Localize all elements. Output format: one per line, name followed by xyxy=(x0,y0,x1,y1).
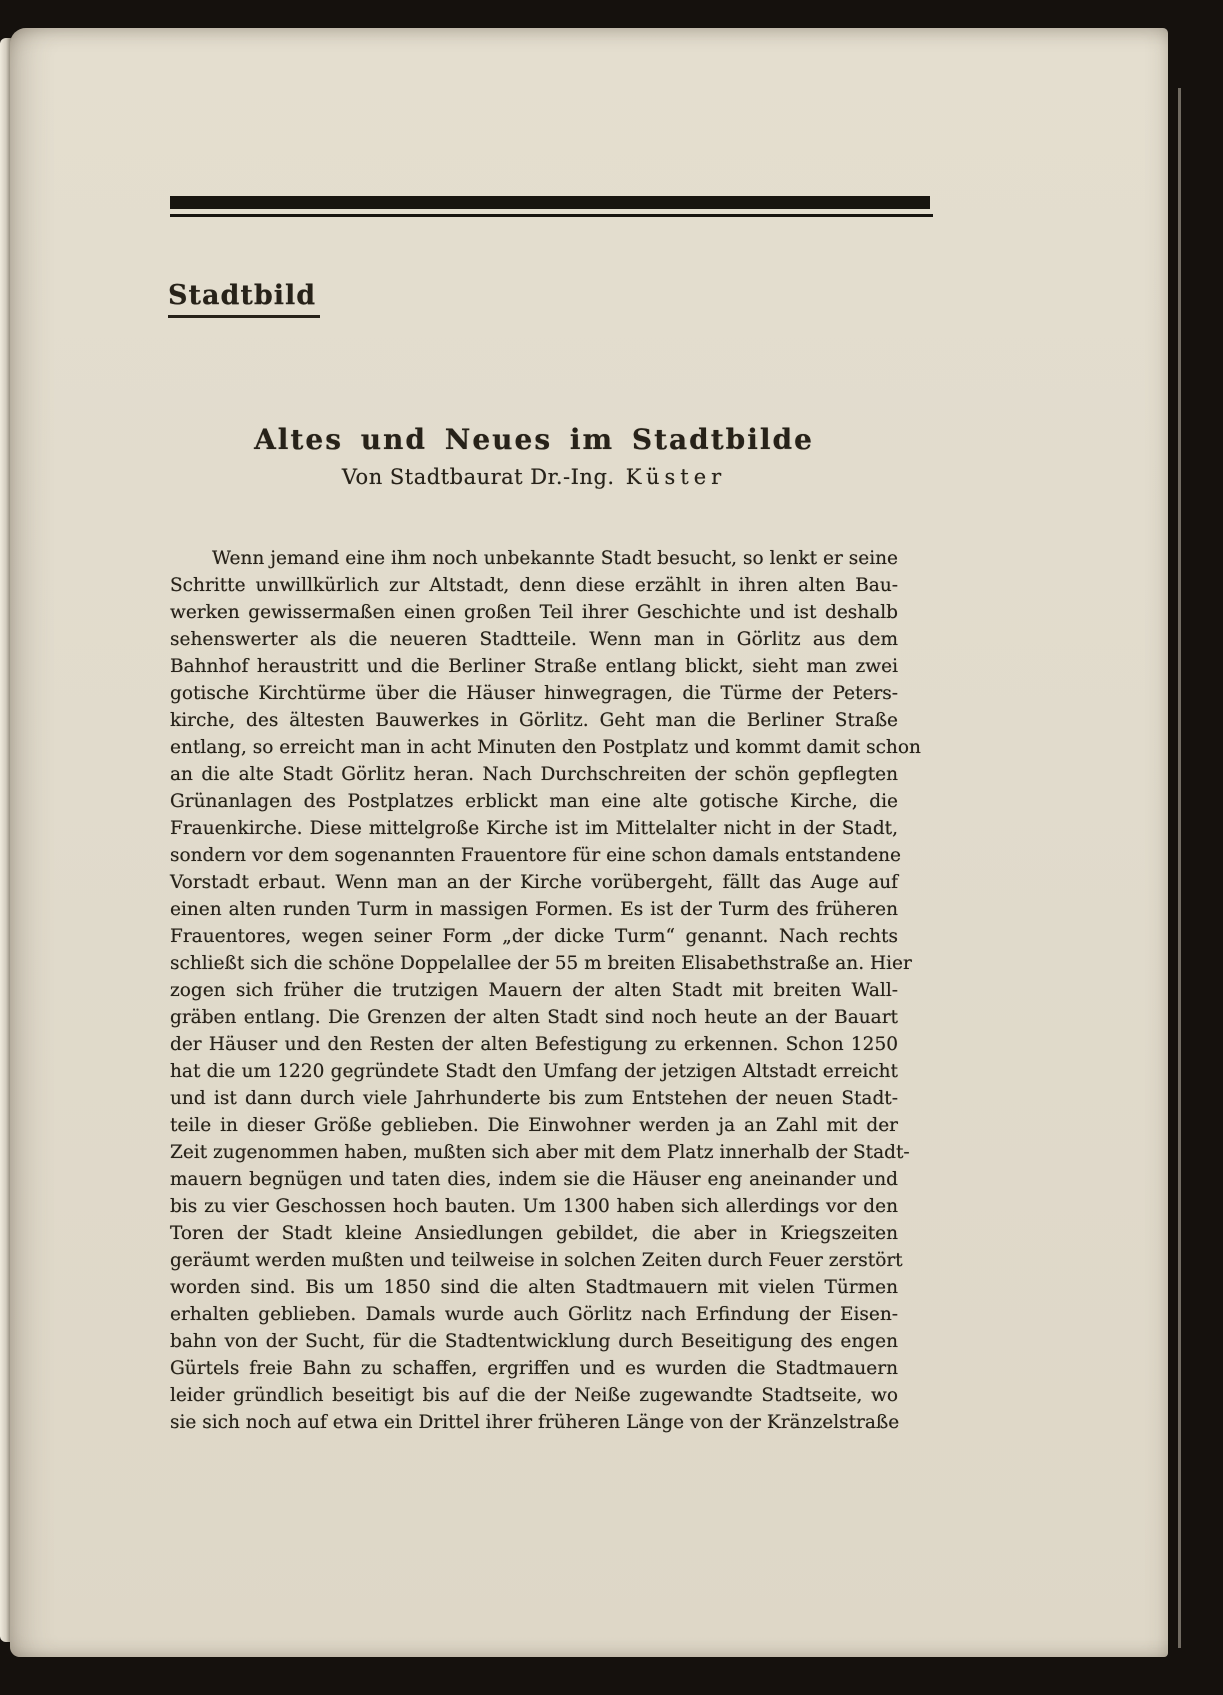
byline-author-name: Küster xyxy=(625,465,727,489)
body-line: teile in dieser Größe geblieben. Die Einwohner werden ja an Zahl mit der xyxy=(170,1115,898,1136)
body-line: bahn von der Sucht, für die Stadtentwicklung durch Beseitigung des engen xyxy=(170,1331,898,1352)
section-label: Stadtbild xyxy=(168,280,320,318)
body-line: Schritte unwillkürlich zur Altstadt, denn diese erzählt in ihren alten Bau- xyxy=(170,575,898,596)
body-line: gotische Kirchtürme über die Häuser hinwegragen, die Türme der Peters- xyxy=(170,683,898,704)
text-column xyxy=(170,28,921,1657)
body-line: Frauentores, wegen seiner Form „der dicke Turm“ genannt. Nach rechts xyxy=(170,926,898,947)
body-line: kirche, des ältesten Bauwerkes in Görlitz. Geht man die Berliner Straße xyxy=(170,710,898,731)
body-line: schließt sich die schöne Doppelallee der 55 m breiten Elisabethstraße an. Hier xyxy=(170,953,912,974)
body-line: mauern begnügen und taten dies, indem sie die Häuser eng aneinander und xyxy=(170,1169,898,1190)
body-line: Toren der Stadt kleine Ansiedlungen gebildet, die aber in Kriegszeiten xyxy=(170,1223,898,1244)
book-page xyxy=(10,28,1168,1657)
body-line: gräben entlang. Die Grenzen der alten Stadt sind noch heute an der Bauart xyxy=(170,1007,898,1028)
body-line: einen alten runden Turm in massigen Formen. Es ist der Turm des früheren xyxy=(170,899,898,920)
body-line: Frauenkirche. Diese mittelgroße Kirche ist im Mittelalter nicht in der Stadt, xyxy=(170,818,898,839)
body-line: hat die um 1220 gegründete Stadt den Umfang der jetzigen Altstadt erreicht xyxy=(170,1061,898,1082)
body-line: und ist dann durch viele Jahrhunderte bis zum Entstehen der neuen Stadt- xyxy=(170,1088,898,1109)
body-line: Wenn jemand eine ihm noch unbekannte Stadt besucht, so lenkt er seine xyxy=(212,548,898,569)
byline-prefix: Von Stadtbaurat Dr.-Ing. xyxy=(341,465,615,489)
page-right-edge-sliver xyxy=(1178,88,1181,1648)
body-line: werken gewissermaßen einen großen Teil ihrer Geschichte und ist deshalb xyxy=(170,602,898,623)
body-line: an die alte Stadt Görlitz heran. Nach Durchschreiten der schön gepflegten xyxy=(170,764,898,785)
body-line: sehenswerter als die neueren Stadtteile. Wenn man in Görlitz aus dem xyxy=(170,629,898,650)
body-line: erhalten geblieben. Damals wurde auch Görlitz nach Erfindung der Eisen- xyxy=(170,1304,898,1325)
body-line: Grünanlagen des Postplatzes erblickt man eine alte gotische Kirche, die xyxy=(170,791,898,812)
body-line: Bahnhof heraustritt und die Berliner Straße entlang blickt, sieht man zwei xyxy=(170,656,898,677)
body-line: Vorstadt erbaut. Wenn man an der Kirche vorübergeht, fällt das Auge auf xyxy=(170,872,898,893)
article-byline xyxy=(170,465,898,489)
body-line: sondern vor dem sogenannten Frauentore für eine schon damals entstandene xyxy=(170,845,901,866)
body-line: entlang, so erreicht man in acht Minuten den Postplatz und kommt damit schon xyxy=(170,737,921,758)
body-line: geräumt werden mußten und teilweise in solchen Zeiten durch Feuer zerstört xyxy=(170,1250,903,1271)
body-line: sie sich noch auf etwa ein Drittel ihrer früheren Länge von der Kränzelstraße xyxy=(170,1412,900,1433)
body-line: Gürtels freie Bahn zu schaffen, ergriffen und es wurden die Stadtmauern xyxy=(170,1358,898,1379)
body-line: zogen sich früher die trutzigen Mauern der alten Stadt mit breiten Wall- xyxy=(170,980,898,1001)
article-body xyxy=(170,545,921,1436)
body-line: bis zu vier Geschossen hoch bauten. Um 1300 haben sich allerdings vor den xyxy=(170,1196,898,1217)
body-line: Zeit zugenommen haben, mußten sich aber mit dem Platz innerhalb der Stadt- xyxy=(170,1142,910,1163)
body-line: der Häuser und den Resten der alten Befestigung zu erkennen. Schon 1250 xyxy=(170,1034,898,1055)
article-title: Altes und Neues im Stadtbilde xyxy=(254,423,814,456)
body-line: worden sind. Bis um 1850 sind die alten Stadtmauern mit vielen Türmen xyxy=(170,1277,898,1298)
body-line: leider gründlich beseitigt bis auf die der Neiße zugewandte Stadtseite, wo xyxy=(170,1385,898,1406)
